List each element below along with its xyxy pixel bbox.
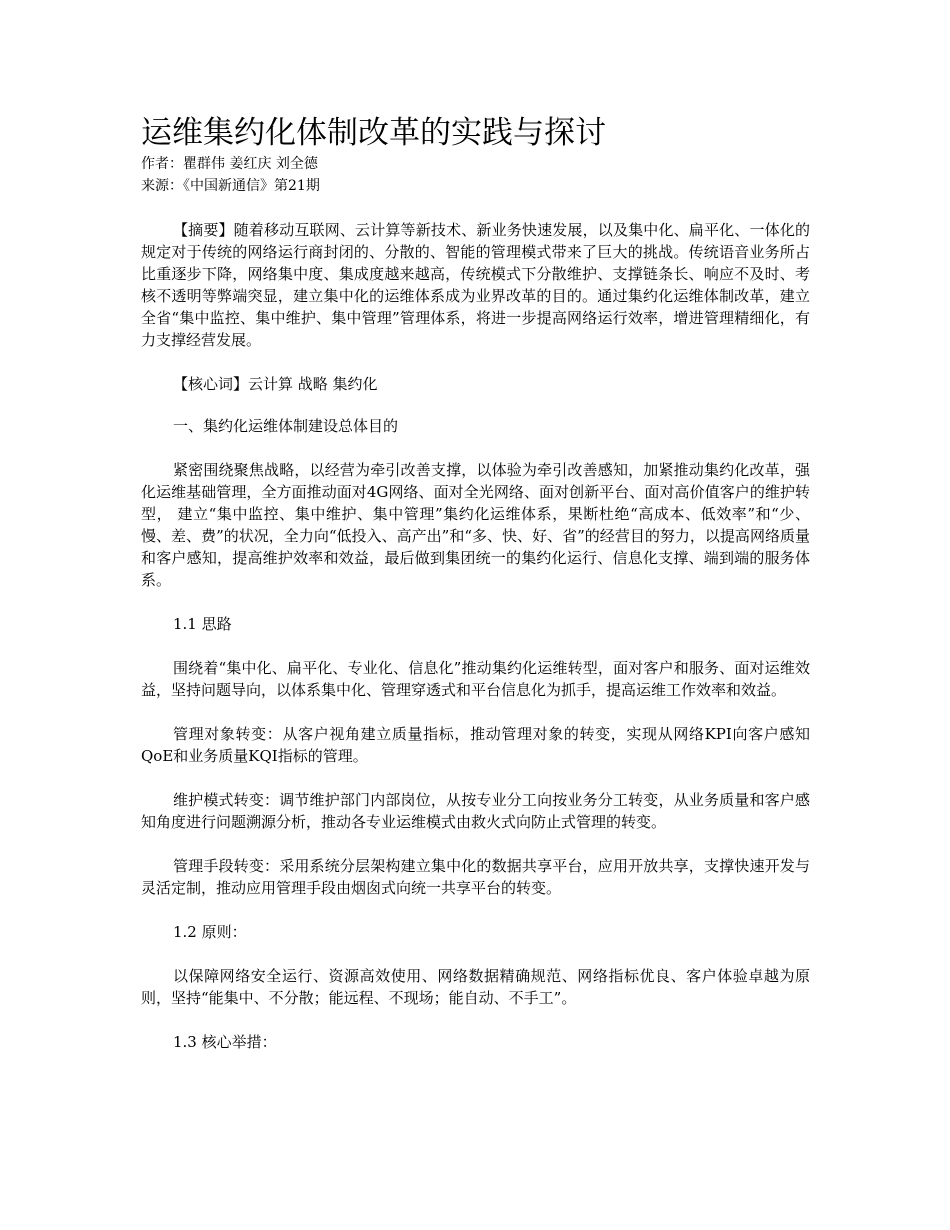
section1-body: 紧密围绕聚焦战略，以经营为牵引改善支撑，以体验为牵引改善感知，加紧推动集约化改革，强化运维基础管理，全方面推动面对4G网络、面对全光网络、面对创新平台、面对高价值客户的维护转型， 建立“集中监控、集中维护、集中管理”集约化运维体系，果断杜绝“高成本、低效率”和“少、慢、差、费”的状况，全力向“低投入、高产出”和“多、快、好、省”的经营目的努力，以提高网络质量和客户感知，提高维护效率和效益，最后做到集团统一的集约化运行、信息化支撑、端到端的服务体系。 bbox=[141, 461, 810, 589]
section-1-1-heading: 1.1 思路 bbox=[173, 615, 232, 633]
source-line: 来源：《中国新通信》第21期 bbox=[141, 178, 320, 194]
abstract-paragraph: 【摘要】随着移动互联网、云计算等新技术、新业务快速发展，以及集中化、扁平化、一体化的规定对于传统的网络运行商封闭的、分散的、智能的管理模式带来了巨大的挑战。传统语音业务所占比重逐步下降，网络集中度、集成度越来越高，传统模式下分散维护、支撑链条长、响应不及时、考核不透明等弊端突显，建立集中化的运维体系成为业界改革的目的。通过集约化运维体制改革，建立全省“集中监控、集中维护、集中管理”管理体系，将进一步提高网络运行效率，增进管理精细化，有力支撑经营发展。 bbox=[141, 221, 810, 349]
section-1-2-body: 以保障网络安全运行、资源高效使用、网络数据精确规范、网络指标优良、客户体验卓越为原则，坚持“能集中、不分散；能远程、不现场；能自动、不手工”。 bbox=[141, 967, 810, 1007]
management-means-paragraph: 管理手段转变：采用系统分层架构建立集中化的数据共享平台，应用开放共享，支撑快速开发与灵活定制，推动应用管理手段由烟囱式向统一共享平台的转变。 bbox=[141, 857, 810, 897]
authors-line: 作者：瞿群伟 姜红庆 刘全德 bbox=[141, 156, 318, 172]
management-object-paragraph: 管理对象转变：从客户视角建立质量指标，推动管理对象的转变，实现从网络KPI向客户感知QoE和业务质量KQI指标的管理。 bbox=[141, 725, 810, 765]
section-1-1-body: 围绕着“集中化、扁平化、专业化、信息化”推动集约化运维转型，面对客户和服务、面对运维效益，坚持问题导向，以体系集中化、管理穿透式和平台信息化为抓手，提高运维工作效率和效益。 bbox=[141, 659, 810, 699]
document-title: 运维集约化体制改革的实践与探讨 bbox=[141, 115, 606, 151]
document-page bbox=[141, 113, 810, 1053]
section-1-2-heading: 1.2 原则： bbox=[173, 923, 247, 941]
section-1-3-heading: 1.3 核心举措： bbox=[173, 1033, 277, 1051]
keywords-line: 【核心词】云计算 战略 集约化 bbox=[173, 375, 378, 393]
section1-heading: 一、集约化运维体制建设总体目的 bbox=[173, 417, 399, 435]
maintenance-mode-paragraph: 维护模式转变：调节维护部门内部岗位，从按专业分工向按业务分工转变，从业务质量和客户感知角度进行问题溯源分析，推动各专业运维模式由救火式向防止式管理的转变。 bbox=[141, 791, 810, 831]
